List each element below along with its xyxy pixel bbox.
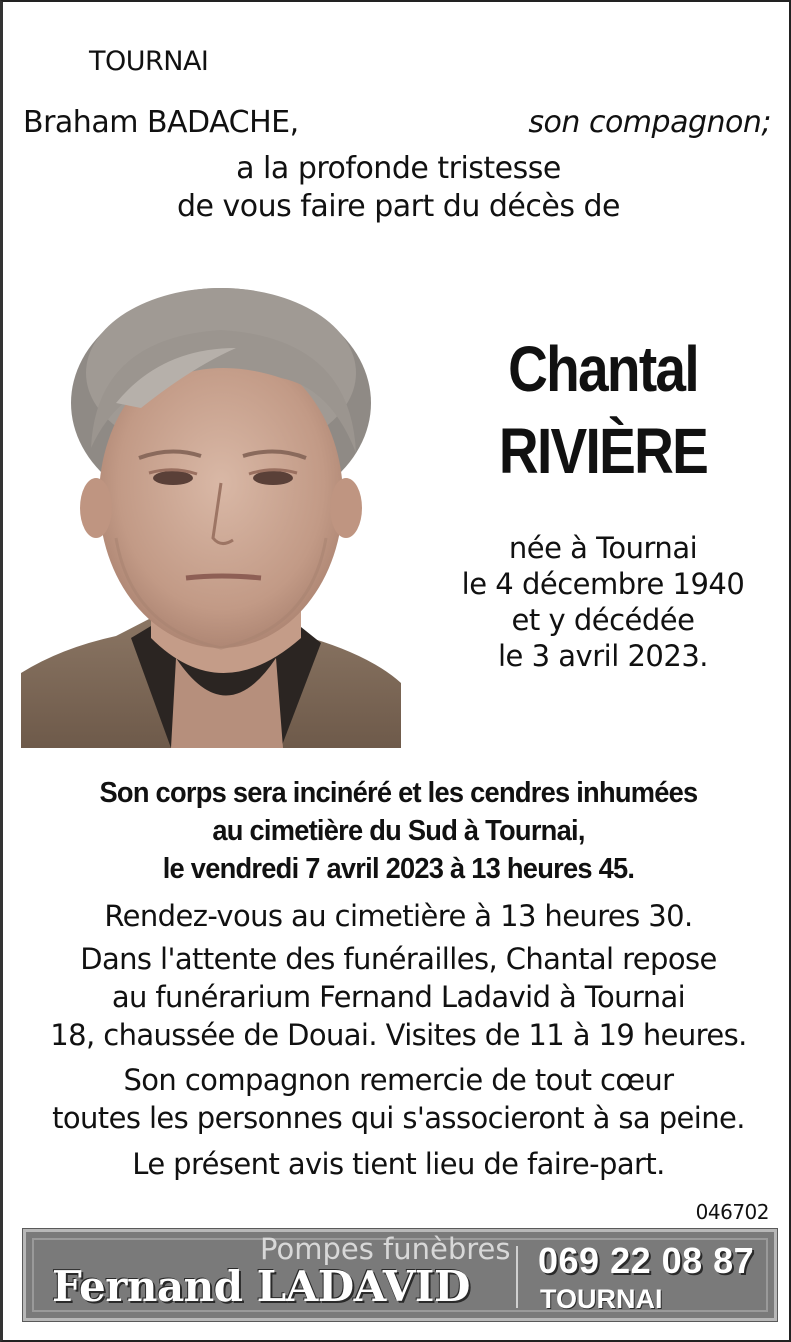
funeral-home-phone: 069 22 08 87 [538,1240,755,1281]
funeral-home-name: Fernand LADAVID [52,1262,470,1311]
ceremony-line: Son compagnon remercie de tout cœur [123,1063,674,1097]
ceremony-line: au funérarium Fernand Ladavid à Tournai [111,980,686,1014]
funeral-home-city: TOURNAI [540,1284,663,1314]
intro-line: a la profonde tristesse [236,151,561,186]
ceremony-line: Le présent avis tient lieu de faire-part. [132,1147,665,1181]
bio-line: et y décédée [511,603,695,637]
bio-line: le 4 décembre 1940 [461,567,745,601]
funeral-home-tagline: Pompes funèbres [260,1232,511,1266]
ceremony-line: toutes les personnes qui s'associeront à sa peine. [52,1101,745,1135]
banner-divider [516,1246,518,1308]
announcer-relation: son compagnon; [528,105,771,140]
intro-line: de vous faire part du décès de [176,189,621,224]
ceremony-line: Rendez-vous au cimetière à 13 heures 30. [104,899,693,933]
deceased-first-name: Chantal [508,333,698,405]
portrait-photo [21,278,401,748]
ceremony-line: Dans l'attente des funérailles, Chantal repose [80,942,717,976]
bio-line: née à Tournai [508,531,698,565]
announcer-name: Braham BADACHE, [23,105,299,140]
city-label: TOURNAI [89,46,209,77]
funeral-home-banner [23,1229,777,1321]
ceremony-bold-line: au cimetière du Sud à Tournai, [212,815,585,847]
deceased-last-name: RIVIÈRE [498,415,708,487]
reference-number: 046702 [695,1200,769,1224]
ceremony-bold-line: Son corps sera incinéré et les cendres inhumées [99,777,698,809]
ceremony-line: 18, chaussée de Douai. Visites de 11 à 19 heures. [50,1018,747,1052]
bio-line: le 3 avril 2023. [498,639,708,673]
ceremony-bold-line: le vendredi 7 avril 2023 à 13 heures 45. [162,853,635,885]
